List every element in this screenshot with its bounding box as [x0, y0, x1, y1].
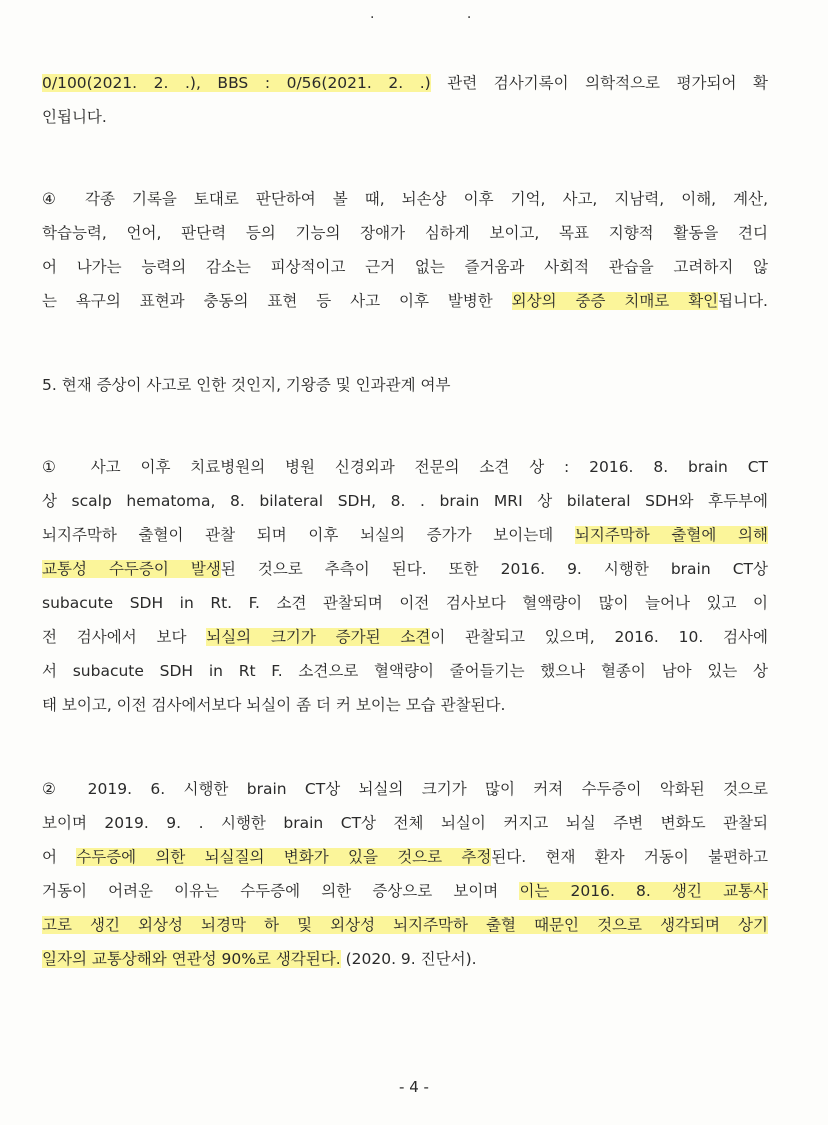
text-line [42, 912, 768, 938]
highlighted-text: 수두증에 의한 뇌실질의 변화가 있을 것으로 추정 [76, 848, 492, 866]
text-line [42, 70, 768, 96]
text-segment: 어 나가는 능력의 감소는 피상적이고 근거 없는 즐거움과 사회적 관습을 고려하지 않 [42, 258, 768, 276]
text-segment: subacute SDH in Rt. F. 소견 관찰되며 이전 검사보다 혈액량이 많이 늘어나 있고 이 [42, 594, 768, 612]
text-segment: 는 욕구의 표현과 충동의 표현 등 사고 이후 발병한 [42, 292, 512, 310]
text-line [42, 186, 768, 212]
text-segment: 인됩니다. [42, 108, 107, 126]
text-segment: ② 2019. 6. 시행한 brain CT상 뇌실의 크기가 많이 커져 수두증이 악화된 것으로 [42, 780, 768, 798]
text-segment: 서 subacute SDH in Rt F. 소견으로 혈액량이 줄어들기는 했으나 혈종이 남아 있는 상 [42, 662, 768, 680]
text-line [42, 556, 768, 582]
text-line [42, 254, 768, 280]
highlighted-text: 고로 생긴 외상성 뇌경막 하 및 외상성 뇌지주막하 출혈 때문인 것으로 생각되며 상기 [42, 916, 768, 934]
text-segment: 전 검사에서 보다 [42, 628, 207, 646]
text-line [42, 488, 768, 514]
text-segment: 관련 검사기록이 의학적으로 평가되어 확 [430, 74, 768, 92]
text-line [42, 692, 768, 718]
page-number: - 4 - [399, 1078, 429, 1096]
text-segment: (2020. 9. 진단서). [340, 950, 477, 968]
highlighted-text: 교통성 수두증이 발생 [42, 560, 221, 578]
text-line [42, 810, 768, 836]
text-line [42, 454, 768, 480]
text-line [42, 522, 768, 548]
highlighted-text: 0/100(2021. 2. .), BBS : 0/56(2021. 2. .) [42, 74, 431, 92]
text-segment: 거동이 어려운 이유는 수두증에 의한 증상으로 보이며 [42, 882, 520, 900]
text-segment: 5. 현재 증상이 사고로 인한 것인지, 기왕증 및 인과관계 여부 [42, 376, 451, 394]
text-segment: 상 scalp hematoma, 8. bilateral SDH, 8. . brain MRI 상 bilateral SDH와 후두부에 [42, 492, 768, 510]
text-segment: 보이며 2019. 9. . 시행한 brain CT상 전체 뇌실이 커지고 뇌실 주변 변화도 관찰되 [42, 814, 768, 832]
text-line [42, 372, 768, 398]
text-segment: 됩니다. [718, 292, 768, 310]
text-segment: 학습능력, 언어, 판단력 등의 기능의 장애가 심하게 보이고, 목표 지향적 활동을 견디 [42, 224, 768, 242]
header-marks: · · [370, 10, 516, 26]
highlighted-text: 외상의 중증 치매로 확인 [511, 292, 719, 310]
text-line [42, 776, 768, 802]
text-line [42, 590, 768, 616]
text-line [42, 878, 768, 904]
highlighted-text: 이는 2016. 8. 생긴 교통사 [519, 882, 768, 900]
text-line [42, 658, 768, 684]
text-segment: ④ 각종 기록을 토대로 판단하여 볼 때, 뇌손상 이후 기억, 사고, 지남력, 이해, 계산, [42, 190, 768, 208]
text-segment: 태 보이고, 이전 검사에서보다 뇌실이 좀 더 커 보이는 모습 관찰된다. [42, 696, 506, 714]
text-line [42, 946, 768, 972]
text-segment: 된 것으로 추측이 된다. 또한 2016. 9. 시행한 brain CT상 [220, 560, 768, 578]
text-segment: ① 사고 이후 치료병원의 병원 신경외과 전문의 소견 상 : 2016. 8. brain CT [42, 458, 768, 476]
text-line [42, 220, 768, 246]
text-line [42, 624, 768, 650]
highlighted-text: 뇌지주막하 출혈에 의해 [574, 526, 768, 544]
text-segment: 어 [42, 848, 77, 866]
text-line [42, 844, 768, 870]
text-line [42, 104, 768, 130]
highlighted-text: 뇌실의 크기가 증가된 소견 [206, 628, 431, 646]
text-segment: 된다. 현재 환자 거동이 불편하고 [491, 848, 768, 866]
text-line [42, 288, 768, 314]
text-segment: 이 관찰되고 있으며, 2016. 10. 검사에 [430, 628, 768, 646]
highlighted-text: 일자의 교통상해와 연관성 90%로 생각된다. [42, 950, 341, 968]
text-segment: 뇌지주막하 출혈이 관찰 되며 이후 뇌실의 증가가 보이는데 [42, 526, 575, 544]
